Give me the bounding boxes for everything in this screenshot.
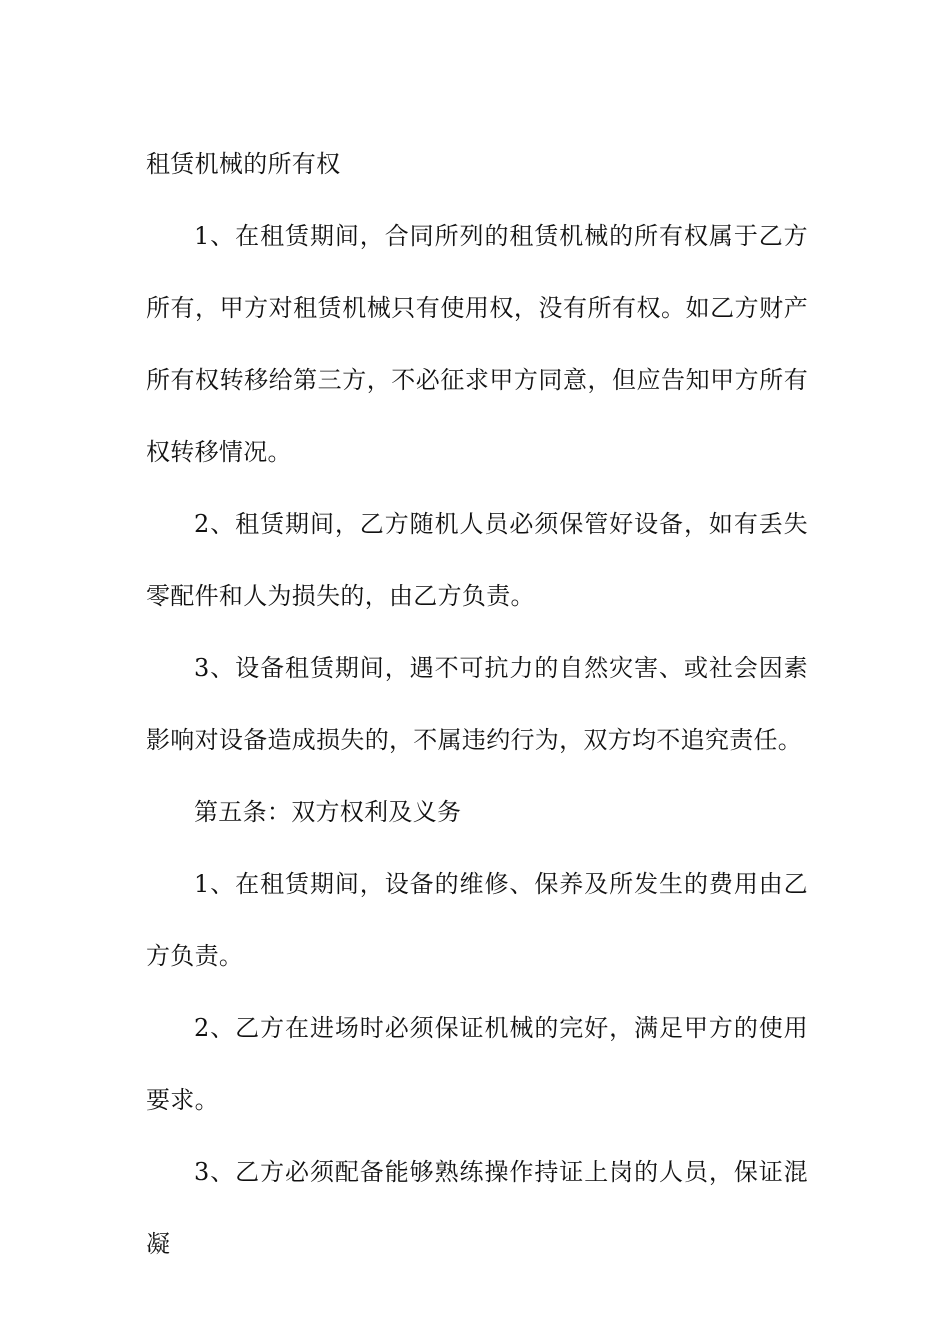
section-heading: 租赁机械的所有权: [146, 150, 341, 178]
paragraph-rights-3: 3、乙方必须配备能够熟练操作持证上岗的人员，保证混凝: [146, 1158, 808, 1258]
paragraph-ownership-3: 3、设备租赁期间，遇不可抗力的自然灾害、或社会因素影响对设备造成损失的，不属违约行为，双方均不追究责任。: [146, 654, 808, 754]
paragraph-ownership-2: 2、租赁期间，乙方随机人员必须保管好设备，如有丢失零配件和人为损失的，由乙方负责。: [146, 510, 808, 610]
paragraph-ownership-1: 1、在租赁期间，合同所列的租赁机械的所有权属于乙方所有，甲方对租赁机械只有使用权，没有所有权。如乙方财产所有权转移给第三方，不必征求甲方同意，但应告知甲方所有权转移情况。: [146, 222, 808, 466]
article-five-heading: 第五条：双方权利及义务: [194, 798, 462, 826]
paragraph-rights-1: 1、在租赁期间，设备的维修、保养及所发生的费用由乙方负责。: [146, 870, 808, 970]
document-body: [146, 128, 808, 1280]
paragraph-rights-2: 2、乙方在进场时必须保证机械的完好，满足甲方的使用要求。: [146, 1014, 808, 1114]
